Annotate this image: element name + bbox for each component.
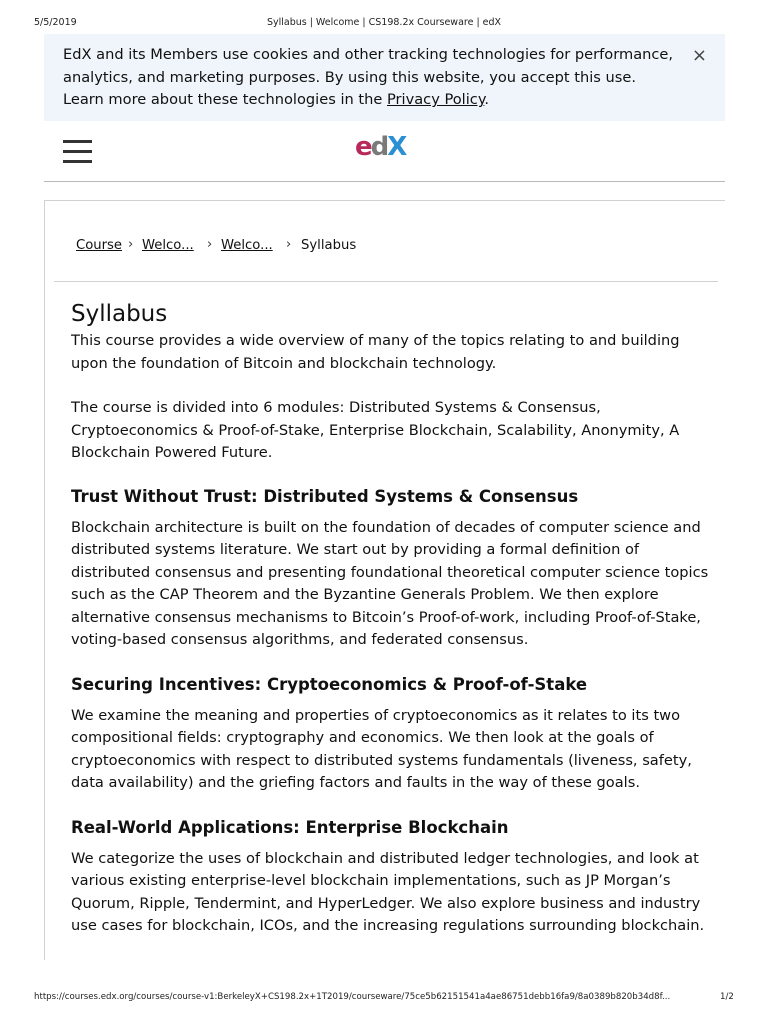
section-heading: Real-World Applications: Enterprise Blockchain xyxy=(71,817,509,837)
breadcrumb-subsection-link[interactable]: Welco... xyxy=(221,238,273,253)
syllabus-content xyxy=(71,298,711,938)
cookie-banner xyxy=(44,34,725,121)
hamburger-menu-icon[interactable] xyxy=(63,140,92,164)
breadcrumb-course-link[interactable]: Course xyxy=(76,238,123,253)
modules-paragraph: The course is divided into 6 modules: Distributed Systems & Consensus, Cryptoeconomics & Proof-of-Stake, Enterprise Blockchain, Scalability, Anonymity, A Blockchain Powered Future. xyxy=(71,399,680,461)
section-heading: Trust Without Trust: Distributed Systems & Consensus xyxy=(71,486,579,506)
close-icon[interactable]: × xyxy=(691,45,707,66)
page-title: Syllabus xyxy=(71,301,168,327)
edx-logo[interactable]: edX xyxy=(355,132,406,162)
print-url: https://courses.edx.org/courses/course-v1:BerkeleyX+CS198.2x+1T2019/courseware/75ce5b62151541a4ae86751debb16fa9/8a0389b820b34d8f... xyxy=(34,992,671,1002)
chevron-right-icon: › xyxy=(128,237,134,252)
cookie-text: EdX and its Members use cookies and other tracking technologies for performance, analytics, and marketing purposes. By using this website, you accept this use. Learn more about these technologies in the xyxy=(63,46,674,108)
print-page-title: Syllabus | Welcome | CS198.2x Courseware | edX xyxy=(266,17,502,28)
privacy-policy-link[interactable]: Privacy Policy xyxy=(387,91,485,108)
top-navigation-bar xyxy=(44,122,725,182)
section-heading: Securing Incentives: Cryptoeconomics & Proof-of-Stake xyxy=(71,674,588,694)
print-date: 5/5/2019 xyxy=(34,17,77,28)
section-body: We examine the meaning and properties of cryptoeconomics as it relates to its two compositional fields: cryptography and economics. We then look at the goals of cryptoeconomics with respect to distributed systems fundamentals (liveness, safety, data availability) and the griefing factors and faults in the way of these goals. xyxy=(71,706,692,791)
print-header xyxy=(0,0,768,30)
breadcrumb-divider xyxy=(54,281,718,282)
section-body: Blockchain architecture is built on the foundation of decades of computer science and distributed systems literature. We start out by providing a formal definition of distributed consensus and presenting foundational theoretical computer science topics such as the CAP Theorem and the Byzantine Generals Problem. We then explore alternative consensus mechanisms to Bitcoin’s Proof-of-work, including Proof-of-Stake, voting-based consensus algorithms, and federated consensus. xyxy=(71,518,709,648)
breadcrumb-current: Syllabus xyxy=(301,238,357,253)
print-page-number: 1/2 xyxy=(720,992,734,1002)
cookie-text-end: . xyxy=(484,91,490,108)
intro-paragraph: This course provides a wide overview of many of the topics relating to and building upon the foundation of Bitcoin and blockchain technology. xyxy=(71,332,680,372)
chevron-right-icon: › xyxy=(286,237,292,252)
section-body: We categorize the uses of blockchain and distributed ledger technologies, and look at various existing enterprise-level blockchain implementations, such as JP Morgan’s Quorum, Ripple, Tendermint, and HyperLedger. We also explore business and industry use cases for blockchain, ICOs, and the increasing regulations surrounding blockchain. xyxy=(71,849,705,934)
chevron-right-icon: › xyxy=(207,237,213,252)
breadcrumb-section-link[interactable]: Welco... xyxy=(142,238,194,253)
